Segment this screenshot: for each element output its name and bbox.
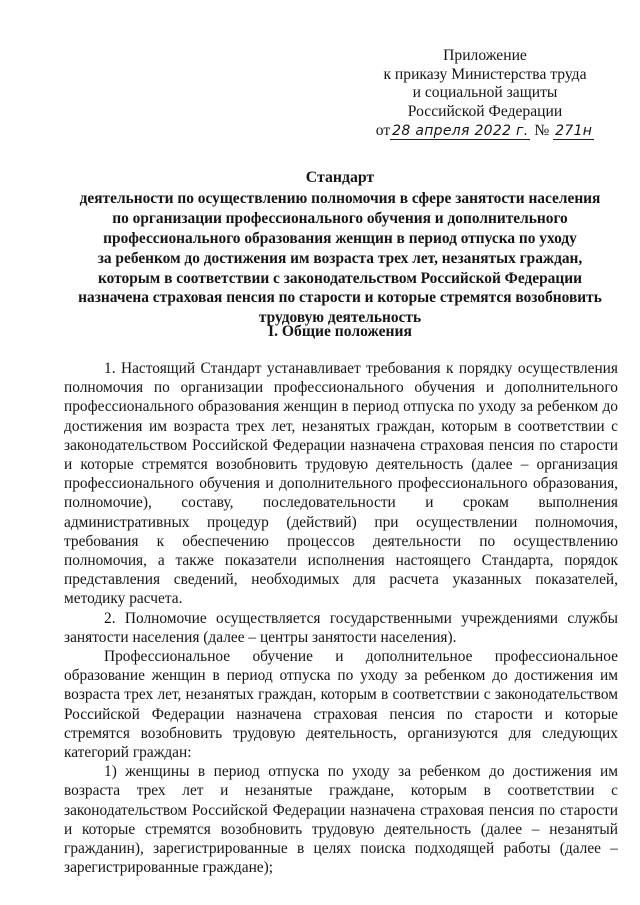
section-heading: I. Общие положения [268,323,412,340]
paragraph: Профессиональное обучение и дополнительное профессиональное образование женщин в период отпуска по уходу за ребенком до достижения им возраста трех лет, незанятых граждан, которым в соответствии с законодательством Российской Федерации назначена страховая пенсия по старости и которые стремятся возобновить трудовую деятельность, организуются для следующих категорий граждан: [64,648,618,762]
appendix-ministry: и социальной защиты [412,84,558,102]
appendix-header [340,47,630,141]
document-body [64,359,618,877]
order-number: 271н [555,123,593,140]
order-prefix: от [375,122,391,140]
title-main: Стандарт [305,169,375,186]
paragraph: 1) женщины в период отпуска по уходу за ребенком до достижения им возраста трех лет и незанятые граждане, которым в соответствии с законодательством Российской Федерации назначена страховая пенсия по старости и которые стремятся возобновить трудовую деятельность (далее – незанятый гражданин), зарегистрированные в целях поиска подходящей работы (далее – зарегистрированные граждане); [64,763,618,877]
title-line: по организации профессионального обучения и дополнительного [112,209,568,227]
appendix-order-ref: к приказу Министерства труда [383,65,587,83]
title-line: деятельности по осуществлению полномочия в сфере занятости населения [79,189,601,207]
paragraph: 2. Полномочие осуществляется государственными учреждениями службы занятости населения (далее – центры занятости населения). [64,609,618,646]
document-title [60,168,620,328]
order-number-label: № [534,122,550,140]
title-line: назначена страховая пенсия по старости и которые стремятся возобновить [78,289,602,307]
paragraph: 1. Настоящий Стандарт устанавливает требования к порядку осуществления полномочия по организации профессионального обучения и дополнительного профессионального образования женщин в период отпуска по уходу за ребенком до достижения им возраста трех лет, незанятых граждан, которым в соответствии с законодательством Российской Федерации назначена страховая пенсия по старости и которые стремятся возобновить трудовую деятельность (далее – организация профессионального обучения и дополнительного профессионального образования, полномочие), составу, последовательности и срокам выполнения административных процедур (действий) при осуществлении полномочия, требования к обеспечению процессов деятельности по осуществлению полномочия, а также показатели исполнения настоящего Стандарта, порядок представления сведений, необходимых для расчета указанных показателей, методику расчета. [64,360,618,608]
title-line: трудовую деятельность [258,309,422,327]
title-line: за ребенком до достижения им возраста трех лет, незанятых граждан, [97,249,583,267]
order-date-number [340,122,630,141]
title-line: которым в соответствии с законодательством Российской Федерации [98,269,582,287]
appendix-label: Приложение [443,47,527,64]
appendix-country: Российской Федерации [407,102,563,120]
title-line: профессионального образования женщин в период отпуска по уходу [103,229,577,247]
order-date: 28 апреля 2022 г. [392,123,529,140]
